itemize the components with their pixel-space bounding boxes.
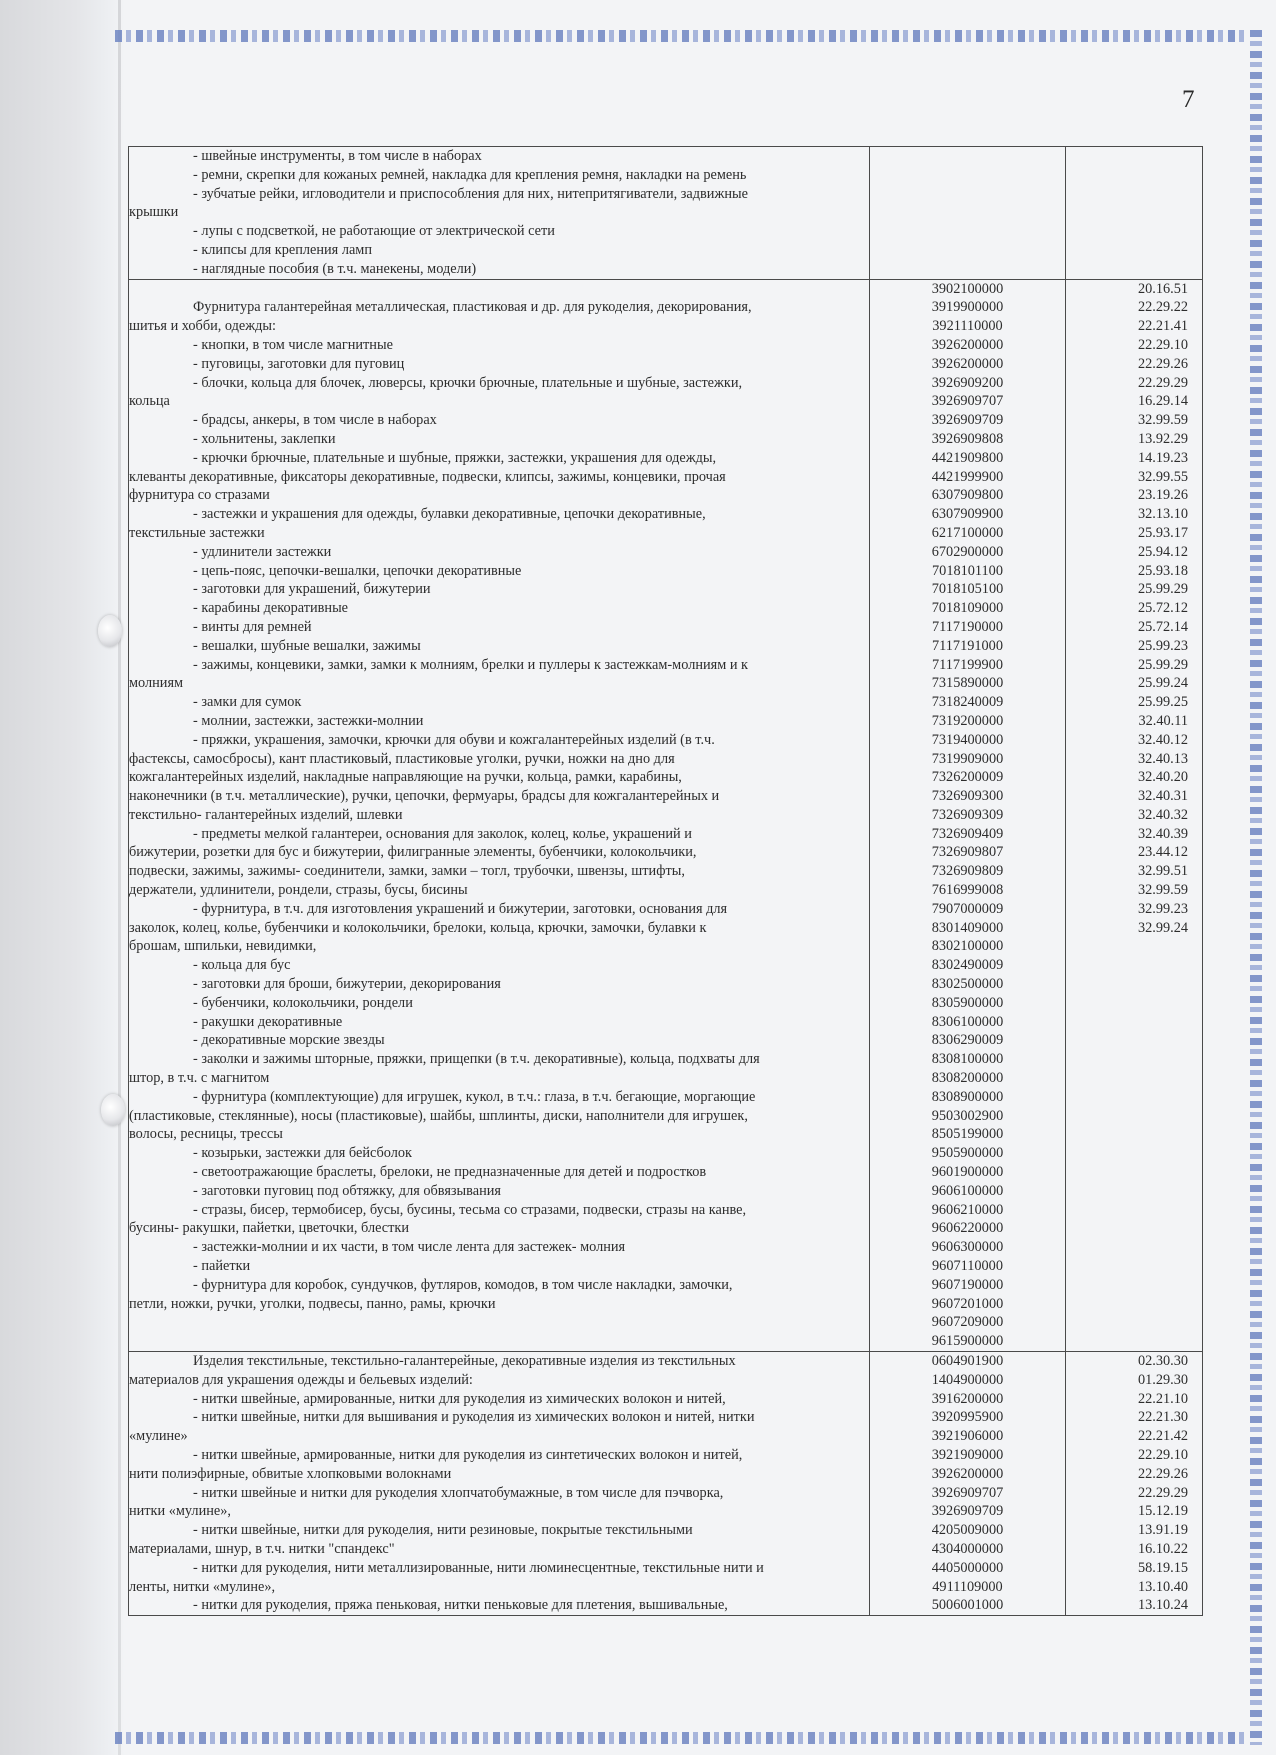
description-line: нити полиэфирные, обвитые хлопковыми волокнами [129,1465,452,1482]
okpd2-code-cell [1066,147,1203,280]
tn-ved-code: 3926909709 [931,412,1004,429]
description-line: Фурнитура галантерейная металлическая, пластиковая и др. для рукоделия, декорирования, [193,299,752,316]
tn-ved-code: 7315890000 [931,675,1004,692]
description-line: - ракушки декоративные [193,1013,343,1030]
tn-ved-code: 4421909800 [931,449,1004,466]
description-line: клеванты декоративные, фиксаторы декоративные, подвески, клипсы, зажимы, концевики, прочая [129,468,726,485]
description-line: материалами, шнур, в т.ч. нитки "спандекс" [129,1540,395,1557]
description-line: - кнопки, в том числе магнитные [193,336,393,353]
description-line: волосы, ресницы, трессы [129,1126,283,1143]
tn-ved-code: 3926909808 [931,430,1004,447]
tn-ved-code: 8301409000 [931,919,1004,936]
description-line: - блочки, кольца для блочек, люверсы, крючки брючные, плательные и шубные, застежки, [193,374,743,391]
tn-ved-code: 7326909300 [931,788,1004,805]
tn-ved-code: 9607190000 [931,1276,1004,1293]
description-line: - фурнитура (комплектующие) для игрушек, кукол, в т.ч.: глаза, в т.ч. бегающие, моргающие [193,1088,756,1105]
description-line: - заколки и зажимы шторные, пряжки, прищепки (в т.ч. декоративные), кольца, подхваты для [193,1051,760,1068]
okpd2-code: 22.29.10 [1137,1446,1188,1463]
description-line: бижутерии, розетки для бус и бижутерии, филигранные элементы, бубенчики, колокольчики, [129,844,697,861]
tn-ved-code: 9607110000 [932,1258,1003,1275]
tn-ved-code: 9607201000 [931,1295,1004,1312]
okpd2-code: 25.72.12 [1137,600,1188,617]
tn-ved-code: 8306100000 [931,1013,1004,1030]
tn-ved-code: 1404900000 [931,1371,1004,1388]
okpd2-code: 16.29.14 [1137,393,1188,410]
okpd2-code: 32.40.32 [1137,806,1188,823]
description-line: наконечники (в т.ч. металлические), ручки, цепочки, фермуары, брадсы для кожгалантерейных и [129,788,720,805]
description-line: - ремни, скрепки для кожаных ремней, накладка для крепления ремня, накладки на ремень [193,166,747,183]
tn-ved-code: 4405000000 [931,1559,1004,1576]
okpd2-code: 25.99.29 [1137,656,1188,673]
description-line: - нитки швейные, армированные, нитки для рукоделия из синтетических волокон и нитей, [193,1446,743,1463]
tn-ved-code: 6217100000 [931,524,1004,541]
okpd2-code: 32.99.59 [1137,882,1188,899]
description-line: - вешалки, шубные вешалки, зажимы [193,637,421,654]
okpd2-code: 32.99.24 [1137,919,1188,936]
tn-ved-code: 3916200000 [931,1390,1004,1407]
tn-ved-code: 8305900000 [931,994,1004,1011]
tn-ved-code: 7018105100 [931,581,1004,598]
tn-ved-code: 3926909707 [931,1484,1004,1501]
okpd2-code: 20.16.51 [1137,280,1188,297]
description-line: - зубчатые рейки, игловодители и приспособления для них, нитепритягиватели, задвижные [193,185,748,202]
tn-ved-code: 7326909809 [931,863,1004,880]
okpd2-code: 32.40.13 [1137,750,1188,767]
tn-ved-code: 8308200000 [931,1070,1004,1087]
description-line: текстильные застежки [129,524,265,541]
okpd2-code: 22.21.10 [1137,1390,1188,1407]
tn-ved-code: 3919900000 [931,299,1004,316]
okpd2-code: 32.13.10 [1137,506,1188,523]
okpd2-code: 25.99.23 [1137,637,1188,654]
okpd2-code: 22.21.41 [1137,318,1188,335]
tn-ved-code: 7319400000 [931,731,1004,748]
okpd2-code: 23.19.26 [1137,487,1188,504]
description-line: - нитки для рукоделия, пряжа пеньковая, нитки пеньковые для плетения, вышивальные, [193,1597,728,1614]
description-line: нитки «мулине», [129,1503,231,1520]
okpd2-code: 32.40.11 [1138,712,1188,729]
description-line: - нитки швейные и нитки для рукоделия хлопчатобумажные, в том числе для пэчворка, [193,1484,724,1501]
description-line: - нитки швейные, нитки для рукоделия, нити резиновые, покрытые текстильными [193,1522,693,1539]
tn-ved-code: 5006001000 [931,1597,1004,1614]
tn-ved-code: 9606220000 [931,1220,1004,1237]
tn-ved-code: 8308100000 [931,1051,1004,1068]
okpd2-code: 01.29.30 [1137,1371,1188,1388]
tn-ved-code: 9615900000 [931,1333,1004,1350]
okpd2-code: 25.93.18 [1137,562,1188,579]
punch-hole-upper [98,615,122,647]
description-cell [129,279,870,1351]
description-line: - фурнитура, в т.ч. для изготовления украшений и бижутерии, заготовки, основания для [193,900,728,917]
tn-ved-code: 7326909309 [931,806,1004,823]
okpd2-code: 13.92.29 [1137,430,1188,447]
description-line: - кольца для бус [193,957,291,974]
description-line: - фурнитура для коробок, сундучков, футляров, комодов, в том числе накладки, замочки, [193,1276,733,1293]
description-line: - заготовки для броши, бижутерии, декорирования [193,976,501,993]
tn-ved-code: 3926909709 [931,1503,1004,1520]
description-line: - удлинители застежки [193,543,332,560]
tn-ved-code: 9601900000 [931,1164,1004,1181]
description-line: - застежки и украшения для одежды, булавки декоративные, цепочки декоративные, [193,506,706,523]
description-line: - пайетки [193,1258,251,1275]
description-line [129,280,869,299]
classification-table [128,146,1203,1616]
okpd2-code: 13.10.24 [1137,1597,1188,1614]
okpd2-code: 23.44.12 [1137,844,1188,861]
tn-ved-code: 8302100000 [931,938,1004,955]
border-ornament-top [115,30,1248,42]
tn-ved-code: 3921909000 [931,1446,1004,1463]
tn-ved-code: 6702900000 [931,543,1004,560]
tn-ved-code: 7319200000 [931,712,1004,729]
tn-ved-code-cell [870,279,1066,1351]
okpd2-code: 22.29.29 [1137,374,1188,391]
description-cell [129,147,870,280]
description-line: - застежки-молнии и их части, в том числе лента для застежек- молния [193,1239,626,1256]
tn-ved-code: 9606210000 [931,1201,1004,1218]
description-line: - пряжки, украшения, замочки, крючки для обуви и кожгалантерейных изделий (в т.ч. [193,731,715,748]
description-line: - заготовки для украшений, бижутерии [193,581,431,598]
tn-ved-code: 7117191000 [932,637,1003,654]
description-line: текстильно- галантерейных изделий, шлевки [129,806,403,823]
okpd2-code: 13.10.40 [1137,1578,1188,1595]
tn-ved-code: 3926200000 [931,355,1004,372]
okpd2-code: 25.99.29 [1137,581,1188,598]
tn-ved-code: 9606300000 [931,1239,1004,1256]
tn-ved-code: 7319909000 [931,750,1004,767]
okpd2-code: 32.99.59 [1137,412,1188,429]
description-line: молниям [129,675,184,692]
description-cell [129,1352,870,1616]
description-line: крышки [129,204,179,221]
description-line: - пуговицы, заготовки для пуговиц [193,355,405,372]
okpd2-code: 25.99.24 [1137,675,1188,692]
description-line: - козырьки, застежки для бейсболок [193,1145,412,1162]
description-line: заколок, колец, колье, бубенчики и колокольчики, брелоки, кольца, крючки, замочки, булавки к [129,919,707,936]
tn-ved-code: 4304000000 [931,1540,1004,1557]
description-line: - нитки для рукоделия, нити металлизированные, нити люминесцентные, текстильные нити и [193,1559,764,1576]
tn-ved-code: 7018109000 [931,600,1004,617]
tn-ved-code: 3926200000 [931,1465,1004,1482]
description-line: подвески, зажимы, зажимы- соединители, замки, замки – тогл, трубочки, швензы, штифты, [129,863,685,880]
tn-ved-code: 7117199900 [932,656,1003,673]
tn-ved-code: 4421999900 [931,468,1004,485]
description-line: - бубенчики, колокольчики, рондели [193,994,413,1011]
binding-shadow [0,0,125,1755]
tn-ved-code: 9505900000 [931,1145,1004,1162]
tn-ved-code: 7117190000 [932,618,1003,635]
description-line: - нитки швейные, армированные, нитки для рукоделия из химических волокон и нитей, [193,1390,726,1407]
okpd2-code: 32.99.51 [1137,863,1188,880]
okpd2-code: 22.29.26 [1137,1465,1188,1482]
description-line: - цепь-пояс, цепочки-вешалки, цепочки декоративные [193,562,522,579]
okpd2-code: 22.21.30 [1137,1409,1188,1426]
description-line: держатели, удлинители, рондели, стразы, бусы, бисины [129,882,468,899]
tn-ved-code: 8505199000 [931,1126,1004,1143]
description-line: - нитки швейные, нитки для вышивания и рукоделия из химических волокон и нитей, нитки [193,1409,755,1426]
okpd2-code-cell [1066,1352,1203,1616]
table-row [129,279,1203,1351]
punch-hole-lower [101,1094,125,1126]
tn-ved-code: 3926909200 [931,374,1004,391]
tn-ved-code-cell [870,1352,1066,1616]
tn-ved-code: 8308900000 [931,1088,1004,1105]
okpd2-code: 15.12.19 [1137,1503,1188,1520]
okpd2-code: 25.99.25 [1137,694,1188,711]
tn-ved-code: 4205009000 [931,1522,1004,1539]
okpd2-code: 02.30.30 [1137,1353,1188,1369]
okpd2-code: 32.40.12 [1137,731,1188,748]
description-line: - клипсы для крепления ламп [193,241,373,258]
description-line: кожгалантерейных изделий, накладные направляющие на ручки, кольца, рамки, карабины, [129,769,682,786]
description-line: ленты, нитки «мулине», [129,1578,276,1595]
description-line: петли, ножки, ручки, уголки, подвесы, панно, рамы, крючки [129,1295,496,1312]
tn-ved-code: 7018101100 [932,562,1003,579]
tn-ved-code: 6307909900 [931,506,1004,523]
description-line: материалов для украшения одежды и бельевых изделий: [129,1371,473,1388]
tn-ved-code: 3921110000 [932,318,1003,335]
description-line: «мулине» [129,1428,188,1445]
tn-ved-code: 8302500000 [931,976,1004,993]
tn-ved-code: 3921906000 [931,1428,1004,1445]
okpd2-code: 32.99.55 [1137,468,1188,485]
okpd2-code: 58.19.15 [1137,1559,1188,1576]
okpd2-code: 14.19.23 [1137,449,1188,466]
description-line: (пластиковые, стеклянные), носы (пластиковые), шайбы, шплинты, диски, наполнители для игрушек, [129,1107,748,1124]
description-line: - карабины декоративные [193,600,349,617]
tn-ved-code: 3902100000 [931,280,1004,297]
description-line: - брадсы, анкеры, в том числе в наборах [193,412,437,429]
tn-ved-code: 6307909800 [931,487,1004,504]
description-line: - хольнитены, заклепки [193,430,336,447]
tn-ved-code: 4911109000 [932,1578,1003,1595]
description-line: бусины- ракушки, пайетки, цветочки, блестки [129,1220,409,1237]
border-ornament-bottom [115,1732,1248,1744]
tn-ved-code: 7907000009 [931,900,1004,917]
description-line: - лупы с подсветкой, не работающие от электрической сети [193,223,555,240]
description-line: - замки для сумок [193,694,302,711]
description-line: - декоративные морские звезды [193,1032,385,1049]
okpd2-code: 22.21.42 [1137,1428,1188,1445]
tn-ved-code: 7326909807 [931,844,1004,861]
tn-ved-code: 7318240009 [931,694,1004,711]
okpd2-code: 32.40.31 [1137,788,1188,805]
tn-ved-code-cell [870,147,1066,280]
tn-ved-code: 3920995900 [931,1409,1004,1426]
okpd2-code: 25.72.14 [1137,618,1188,635]
description-line: штор, в т.ч. с магнитом [129,1070,270,1087]
okpd2-code: 16.10.22 [1137,1540,1188,1557]
binding-edge [118,0,121,1755]
okpd2-code-cell [1066,279,1203,1351]
description-line: - светоотражающие браслеты, брелоки, не предназначенные для детей и подростков [193,1164,707,1181]
tn-ved-code: 7326200009 [931,769,1004,786]
okpd2-code: 22.29.29 [1137,1484,1188,1501]
okpd2-code: 22.29.26 [1137,355,1188,372]
border-ornament-right [1250,30,1262,1745]
description-line: фурнитура со стразами [129,487,270,504]
description-line: - крючки брючные, плательные и шубные, пряжки, застежки, украшения для одежды, [193,449,717,466]
description-line: - швейные инструменты, в том числе в наборах [193,148,482,164]
page-number: 7 [1182,86,1195,113]
description-line: шитья и хобби, одежды: [129,318,276,335]
okpd2-code: 22.29.10 [1137,336,1188,353]
description-line: кольца [129,393,170,410]
tn-ved-code: 8302490009 [931,957,1004,974]
tn-ved-code: 3926200000 [931,336,1004,353]
description-line: - стразы, бисер, термобисер, бусы, бусины, тесьма со стразами, подвески, стразы на канве, [193,1201,747,1218]
okpd2-code: 25.93.17 [1137,524,1188,541]
tn-ved-code: 7326909409 [931,825,1004,842]
okpd2-code: 22.29.22 [1137,299,1188,316]
description-line: - предметы мелкой галантереи, основания для заколок, колец, колье, украшений и [193,825,692,842]
tn-ved-code: 8306290009 [931,1032,1004,1049]
table-row [129,147,1203,280]
description-line: - винты для ремней [193,618,312,635]
okpd2-code: 32.40.39 [1137,825,1188,842]
tn-ved-code: 0604901900 [931,1353,1004,1369]
okpd2-code: 13.91.19 [1137,1522,1188,1539]
okpd2-code: 32.40.20 [1137,769,1188,786]
okpd2-code: 32.99.23 [1137,900,1188,917]
okpd2-code: 25.94.12 [1137,543,1188,560]
description-line: Изделия текстильные, текстильно-галантерейные, декоративные изделия из текстильных [193,1353,736,1369]
tn-ved-code: 9607209000 [931,1314,1004,1331]
tn-ved-code: 7616999008 [931,882,1004,899]
table-row [129,1352,1203,1616]
tn-ved-code: 3926909707 [931,393,1004,410]
tn-ved-code: 9606100000 [931,1182,1004,1199]
description-line: фастексы, самосбросы), кант пластиковый, пластиковые уголки, ручки, ножки на дно для [129,750,675,767]
description-line: - заготовки пуговиц под обтяжку, для обвязывания [193,1182,501,1199]
description-line: брошам, шпильки, невидимки, [129,938,317,955]
description-line: - молнии, застежки, застежки-молнии [193,712,424,729]
tn-ved-code: 9503002900 [931,1107,1004,1124]
description-line: - зажимы, концевики, замки, замки к молниям, брелки и пуллеры к застежкам-молниям и к [193,656,748,673]
description-line: - наглядные пособия (в т.ч. манекены, модели) [193,260,477,277]
